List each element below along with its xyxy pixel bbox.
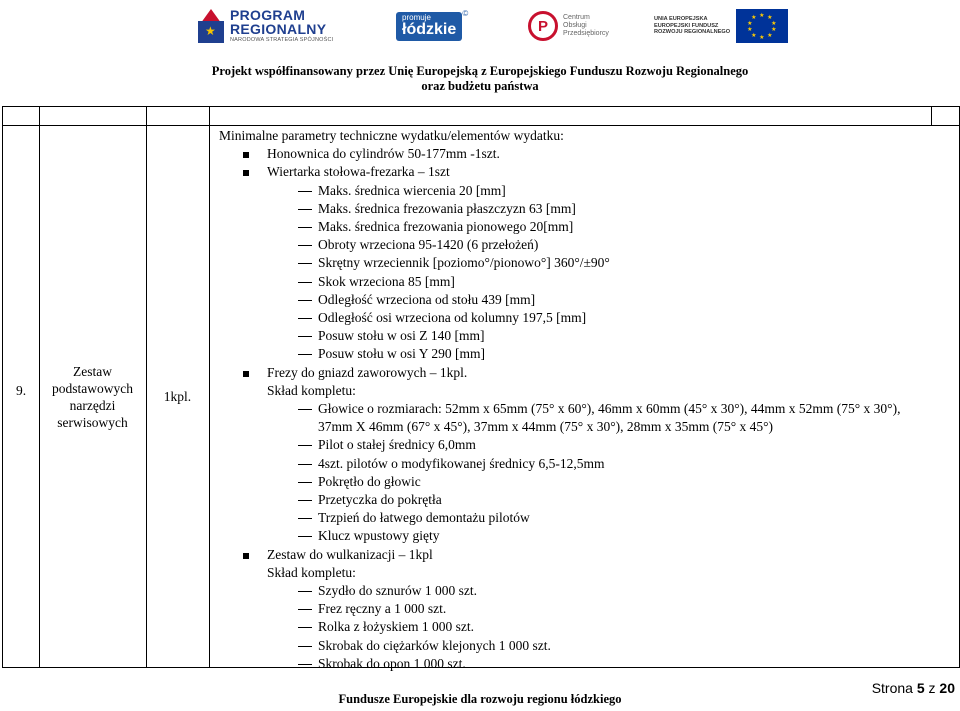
program-regionalny-emblem-icon: ★ (198, 7, 224, 45)
project-header (0, 64, 960, 94)
lodzkie-logo-top: promuje (402, 12, 431, 22)
header-line1: Projekt współfinansowany przez Unię Europejską z Europejskiego Funduszu Rozwoju Regionalnego (211, 64, 749, 78)
centrum-line2: Obsługi (563, 21, 587, 29)
list-item (219, 582, 949, 600)
centrum-emblem-icon: P (528, 11, 558, 41)
list-item (219, 600, 949, 618)
dash-bullet-icon (298, 300, 312, 301)
item-quantity: 1kpl. (163, 389, 192, 404)
list-item (219, 127, 949, 145)
technical-parameters-list (219, 127, 949, 673)
list-item (219, 509, 949, 527)
lodzkie-logo-main: łódzkie (402, 20, 457, 38)
list-item (219, 254, 949, 272)
page-prefix: Strona (871, 680, 913, 696)
bullet-square-icon (243, 170, 249, 176)
dash-bullet-icon (298, 482, 312, 483)
dash-bullet-icon (298, 209, 312, 210)
dash-bullet-icon (298, 263, 312, 264)
list-item (219, 200, 949, 218)
list-item-text: Wiertarka stołowa-frezarka – 1szt (267, 164, 450, 180)
list-item-text: Trzpień do łatwego demontażu pilotów (318, 510, 530, 526)
list-item-text: Skok wrzeciona 85 [mm] (318, 273, 455, 289)
list-item-text: Pilot o stałej średnicy 6,0mm (318, 437, 476, 453)
list-item-text: Skład kompletu: (267, 564, 356, 580)
dash-bullet-icon (298, 591, 312, 592)
list-item-text: Skład kompletu: (267, 382, 356, 398)
list-item-text: Skrobak do ciężarków klejonych 1 000 szt. (318, 637, 551, 653)
dash-bullet-icon (298, 336, 312, 337)
list-item (219, 436, 949, 454)
item-name-line: Zestaw (73, 364, 112, 379)
list-item-text: Głowice o rozmiarach: 52mm x 65mm (75° x 60°), 46mm x 60mm (45° x 30°), 44mm x 52mm (75° x 30°), (318, 401, 901, 417)
list-item-text: Maks. średnica wiercenia 20 [mm] (318, 182, 506, 198)
dash-bullet-icon (298, 409, 312, 410)
list-item (219, 655, 949, 673)
column-divider (209, 107, 210, 667)
item-name-line: podstawowych (52, 381, 133, 396)
dash-bullet-icon (298, 282, 312, 283)
eu-flag-icon: ★ ★ ★ ★ ★ ★ ★ ★ ★ ★ (736, 9, 788, 43)
dash-bullet-icon (298, 445, 312, 446)
list-item (219, 418, 949, 436)
centrum-obslugi-logo (528, 4, 609, 48)
list-item (219, 236, 949, 254)
list-item-text: Honownica do cylindrów 50-177mm -1szt. (267, 146, 500, 162)
list-item (219, 364, 949, 382)
list-item (219, 291, 949, 309)
dash-bullet-icon (298, 627, 312, 628)
list-item-text: Posuw stołu w osi Y 290 [mm] (318, 346, 486, 362)
eu-logo (654, 4, 788, 48)
list-item-text: Pokrętło do głowic (318, 473, 421, 489)
list-item (219, 491, 949, 509)
bullet-square-icon (243, 371, 249, 377)
list-item-text: Frezy do gniazd zaworowych – 1kpl. (267, 364, 468, 380)
row-number: 9. (15, 383, 27, 398)
footer-text: Fundusze Europejskie dla rozwoju regionu łódzkiego (338, 692, 622, 706)
list-item (219, 637, 949, 655)
program-regionalny-logo (198, 4, 333, 48)
dash-bullet-icon (298, 464, 312, 465)
list-item-text: Zestaw do wulkanizacji – 1kpl (267, 546, 433, 562)
dash-bullet-icon (298, 500, 312, 501)
list-item-text: Frez ręczny a 1 000 szt. (318, 601, 447, 617)
list-item-text: Maks. średnica frezowania płaszczyzn 63 [mm] (318, 200, 576, 216)
program-logo-line1: PROGRAM (230, 7, 306, 24)
list-item-text: Przetyczka do pokrętła (318, 492, 442, 508)
dash-bullet-icon (298, 664, 312, 665)
list-item (219, 564, 949, 582)
centrum-line1: Centrum (563, 13, 590, 21)
dash-bullet-icon (298, 245, 312, 246)
column-divider (146, 107, 147, 667)
promuje-lodzkie-logo (396, 4, 469, 48)
eu-line3: ROZWOJU REGIONALNEGO (654, 29, 731, 36)
bullet-square-icon (243, 553, 249, 559)
dash-bullet-icon (298, 227, 312, 228)
header-line2: oraz budżetu państwa (421, 79, 539, 93)
dash-bullet-icon (298, 318, 312, 319)
list-item (219, 455, 949, 473)
list-item-text: Rolka z łożyskiem 1 000 szt. (318, 619, 474, 635)
list-item (219, 400, 949, 418)
dash-bullet-icon (298, 354, 312, 355)
list-item-text: Posuw stołu w osi Z 140 [mm] (318, 328, 485, 344)
list-item-text: 37mm X 46mm (67° x 45°), 37mm x 44mm (75° x 30°), 28mm x 35mm (75° x 45°) (318, 419, 773, 435)
list-item (219, 345, 949, 363)
bullet-square-icon (243, 152, 249, 158)
list-item (219, 182, 949, 200)
page-current: 5 (916, 680, 925, 696)
dash-bullet-icon (298, 191, 312, 192)
list-item-text: Obroty wrzeciona 95-1420 (6 przełożeń) (318, 237, 539, 253)
list-item (219, 145, 949, 163)
page-total: 20 (939, 680, 955, 696)
list-item (219, 309, 949, 327)
dash-bullet-icon (298, 536, 312, 537)
list-item (219, 163, 949, 181)
list-item-text: Odległość wrzeciona od stołu 439 [mm] (318, 291, 536, 307)
list-item-text: Skrobak do opon 1 000 szt. (318, 655, 466, 671)
dash-bullet-icon (298, 609, 312, 610)
list-item (219, 527, 949, 545)
item-name-line: narzędzi (69, 398, 116, 413)
item-name-line: serwisowych (57, 415, 128, 430)
copyright-icon: © (462, 8, 469, 18)
list-item-text: Skrętny wrzeciennik [poziomo°/pionowo°] 360°/±90° (318, 255, 610, 271)
list-item-text: Klucz wpustowy gięty (318, 528, 440, 544)
item-name (39, 363, 146, 431)
centrum-line3: Przedsiębiorcy (563, 30, 609, 38)
eu-line2: EUROPEJSKI FUNDUSZ (654, 22, 719, 29)
list-item-text: Minimalne parametry techniczne wydatku/elementów wydatku: (219, 128, 564, 143)
dash-bullet-icon (298, 646, 312, 647)
dash-bullet-icon (298, 518, 312, 519)
list-item (219, 382, 949, 400)
logo-bar (0, 0, 960, 60)
list-item-text: Maks. średnica frezowania pionowego 20[mm] (318, 219, 574, 235)
list-item (219, 618, 949, 636)
program-logo-line2: REGIONALNY (230, 21, 327, 38)
list-item-text: Odległość osi wrzeciona od kolumny 197,5 [mm] (318, 310, 587, 326)
list-item-text: 4szt. pilotów o modyfikowanej średnicy 6,5-12,5mm (318, 455, 605, 471)
list-item (219, 273, 949, 291)
list-item-text: Szydło do sznurów 1 000 szt. (318, 583, 477, 599)
program-logo-tagline: NARODOWA STRATEGIA SPÓJNOŚCI (230, 37, 334, 44)
list-item (219, 327, 949, 345)
list-item (219, 218, 949, 236)
list-item (219, 546, 949, 564)
page-sep: z (928, 680, 936, 696)
eu-line1: UNIA EUROPEJSKA (654, 15, 708, 22)
list-item (219, 473, 949, 491)
column-divider (931, 107, 932, 125)
